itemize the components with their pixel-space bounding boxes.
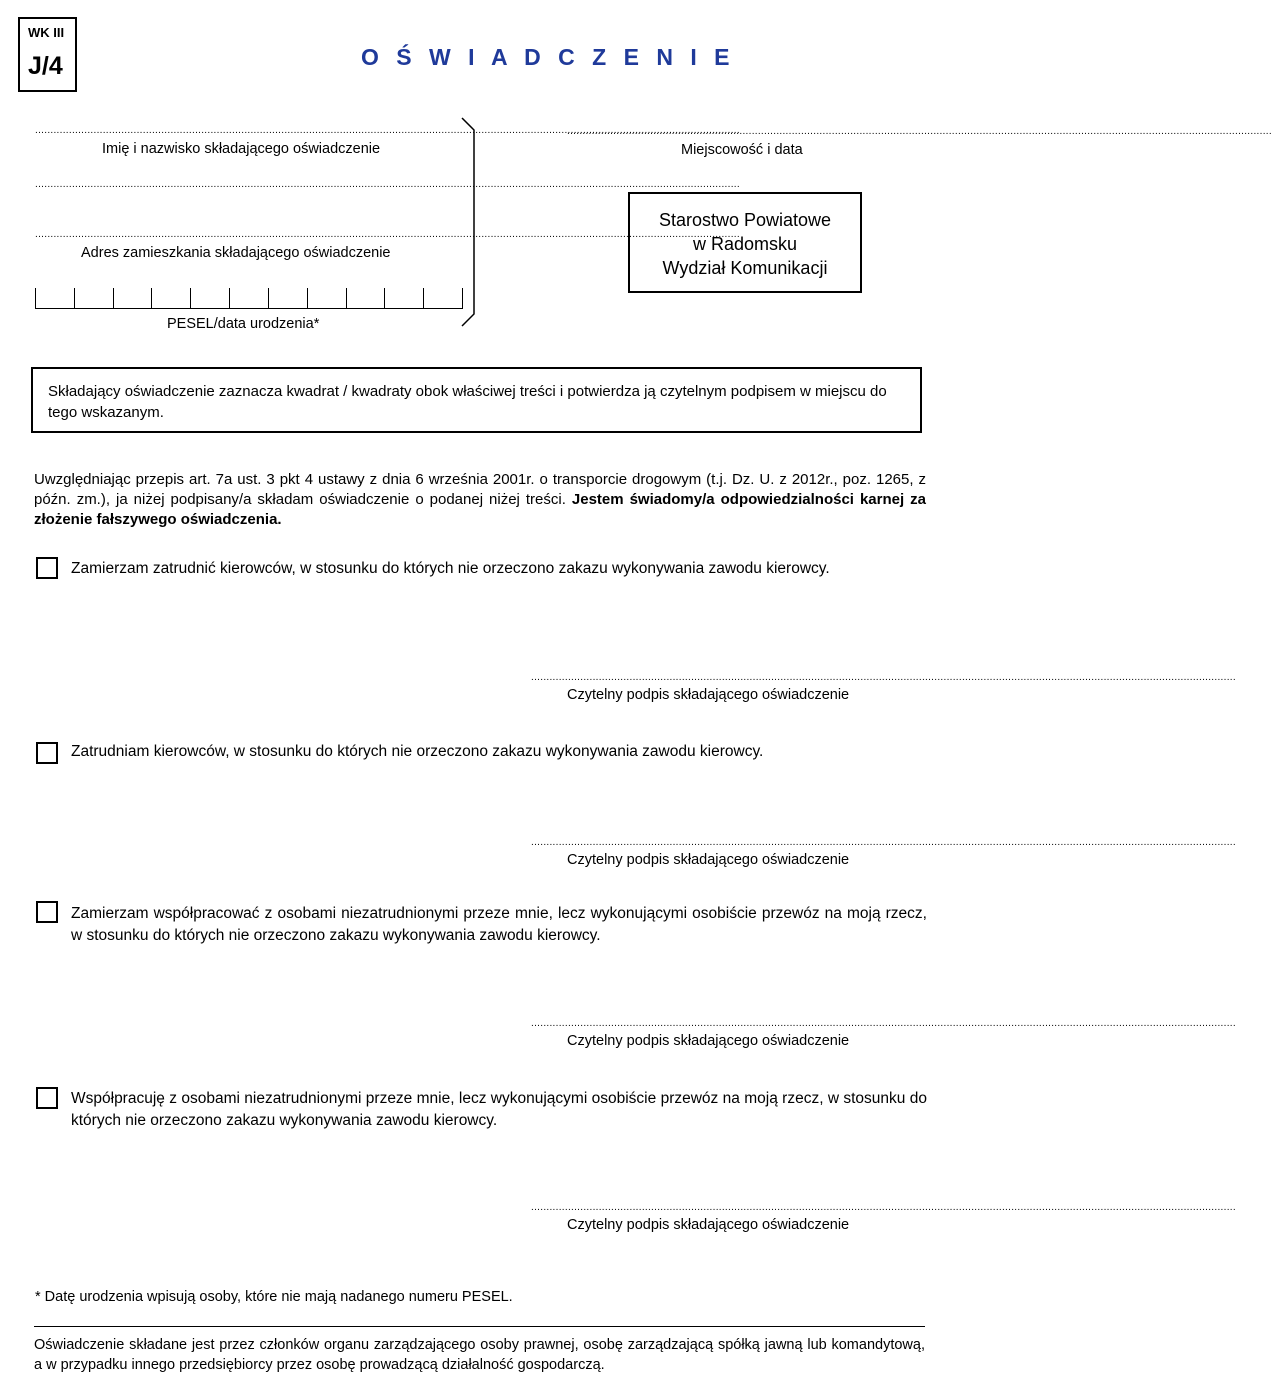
form-code-box [18,17,77,92]
name-fill-line[interactable]: ..................................................................................................................................................................................................................................... [35,125,740,136]
footnote: * Datę urodzenia wpisują osoby, które nie mają nadanego numeru PESEL. [35,1289,513,1305]
recipient-office-box [628,192,862,293]
pesel-digit-box[interactable] [307,288,346,308]
pesel-digit-box[interactable] [268,288,307,308]
pesel-digit-box[interactable] [74,288,113,308]
form-number: J/4 [28,52,63,80]
option-4-text: Współpracuję z osobami niezatrudnionymi przeze mnie, lecz wykonującymi osobiście przewóz na moją rzecz, w stosunku do których nie orzeczono zakazu wykonywania zawodu kierowcy. [71,1090,927,1129]
pesel-digit-box[interactable] [113,288,152,308]
option-3-text: Zamierzam współpracować z osobami niezatrudnionymi przeze mnie, lecz wykonującymi osobiście przewóz na moją rzecz, w stosunku do których nie orzeczono zakazu wykonywania zawodu kierowcy. [71,905,927,944]
signature-label-3: Czytelny podpis składającego oświadczenie [567,1033,850,1049]
signature-line-2[interactable]: ..................................................................................................................................................................................................................................... [531,837,1236,848]
address-label: Adres zamieszkania składającego oświadczenie [81,245,391,261]
address-fill-line-1[interactable]: ..................................................................................................................................................................................................................................... [35,179,740,190]
place-date-fill-line[interactable]: ..................................................................................................................................................................................................................................... [567,126,1272,137]
place-date-label: Miejscowość i data [681,142,803,158]
signature-label-4: Czytelny podpis składającego oświadczenie [567,1217,850,1233]
signature-label-2: Czytelny podpis składającego oświadczenie [567,852,850,868]
name-label: Imię i nazwisko składającego oświadczenie [102,141,381,157]
office-line-3: Wydział Komunikacji [662,258,828,278]
liability-statement: Jestem świadomy/a odpowiedzialności karnej za złożenie fałszywego oświadczenia. [34,491,926,528]
legal-statement [34,470,926,530]
pesel-digit-box[interactable] [384,288,423,308]
option-4-checkbox[interactable] [36,1087,58,1109]
option-2-checkbox[interactable] [36,742,58,764]
footer-note: Oświadczenie składane jest przez członków organu zarządzającego osoby prawnej, osobę zarządzającą spółką jawną lub komandytową, a w przypadku innego przedsiębiorcy przez osobę prowadzącą działalność gospodarczą. [34,1337,925,1373]
option-1-text: Zamierzam zatrudnić kierowców, w stosunku do których nie orzeczono zakazu wykonywania zawodu kierowcy. [71,560,830,577]
pesel-label: PESEL/data urodzenia* [167,316,320,332]
legal-statement-text: Uwzględniając przepis art. 7a ust. 3 pkt 4 ustawy z dnia 6 września 2001r. o transporcie drogowym (t.j. Dz. U. z 2012r., poz. 1265, z późn. zm.), ja niżej podpisany/a składam oświadczenie o podanej niżej treści. [34,471,926,508]
signature-line-1[interactable]: ..................................................................................................................................................................................................................................... [531,672,1236,683]
signature-label-1: Czytelny podpis składającego oświadczenie [567,687,850,703]
option-2-text: Zatrudniam kierowców, w stosunku do których nie orzeczono zakazu wykonywania zawodu kierowcy. [71,743,764,760]
pesel-digit-box[interactable] [229,288,268,308]
document-title: O Ś W I A D C Z E N I E [361,44,735,70]
signature-line-4[interactable]: ..................................................................................................................................................................................................................................... [531,1202,1236,1213]
address-fill-line-2[interactable]: ..................................................................................................................................................................................................................................... [35,229,740,240]
footer-divider [34,1326,925,1327]
pesel-digit-box[interactable] [190,288,229,308]
pesel-digit-box[interactable] [35,288,74,308]
pesel-digit-box[interactable] [423,288,463,308]
option-1-checkbox[interactable] [36,557,58,579]
pesel-input-grid[interactable] [35,288,463,309]
form-series-code: WK III [28,25,65,40]
pesel-digit-box[interactable] [346,288,385,308]
right-brace-icon [460,116,480,330]
signature-line-3[interactable]: ..................................................................................................................................................................................................................................... [531,1018,1236,1029]
office-line-1: Starostwo Powiatowe [658,210,832,230]
instruction-box: Składający oświadczenie zaznacza kwadrat / kwadraty obok właściwej treści i potwierdza ją czytelnym podpisem w miejscu do tego wskazanym. [31,367,922,433]
office-line-2: w Radomsku [692,234,798,254]
pesel-digit-box[interactable] [151,288,190,308]
option-3-checkbox[interactable] [36,901,58,923]
